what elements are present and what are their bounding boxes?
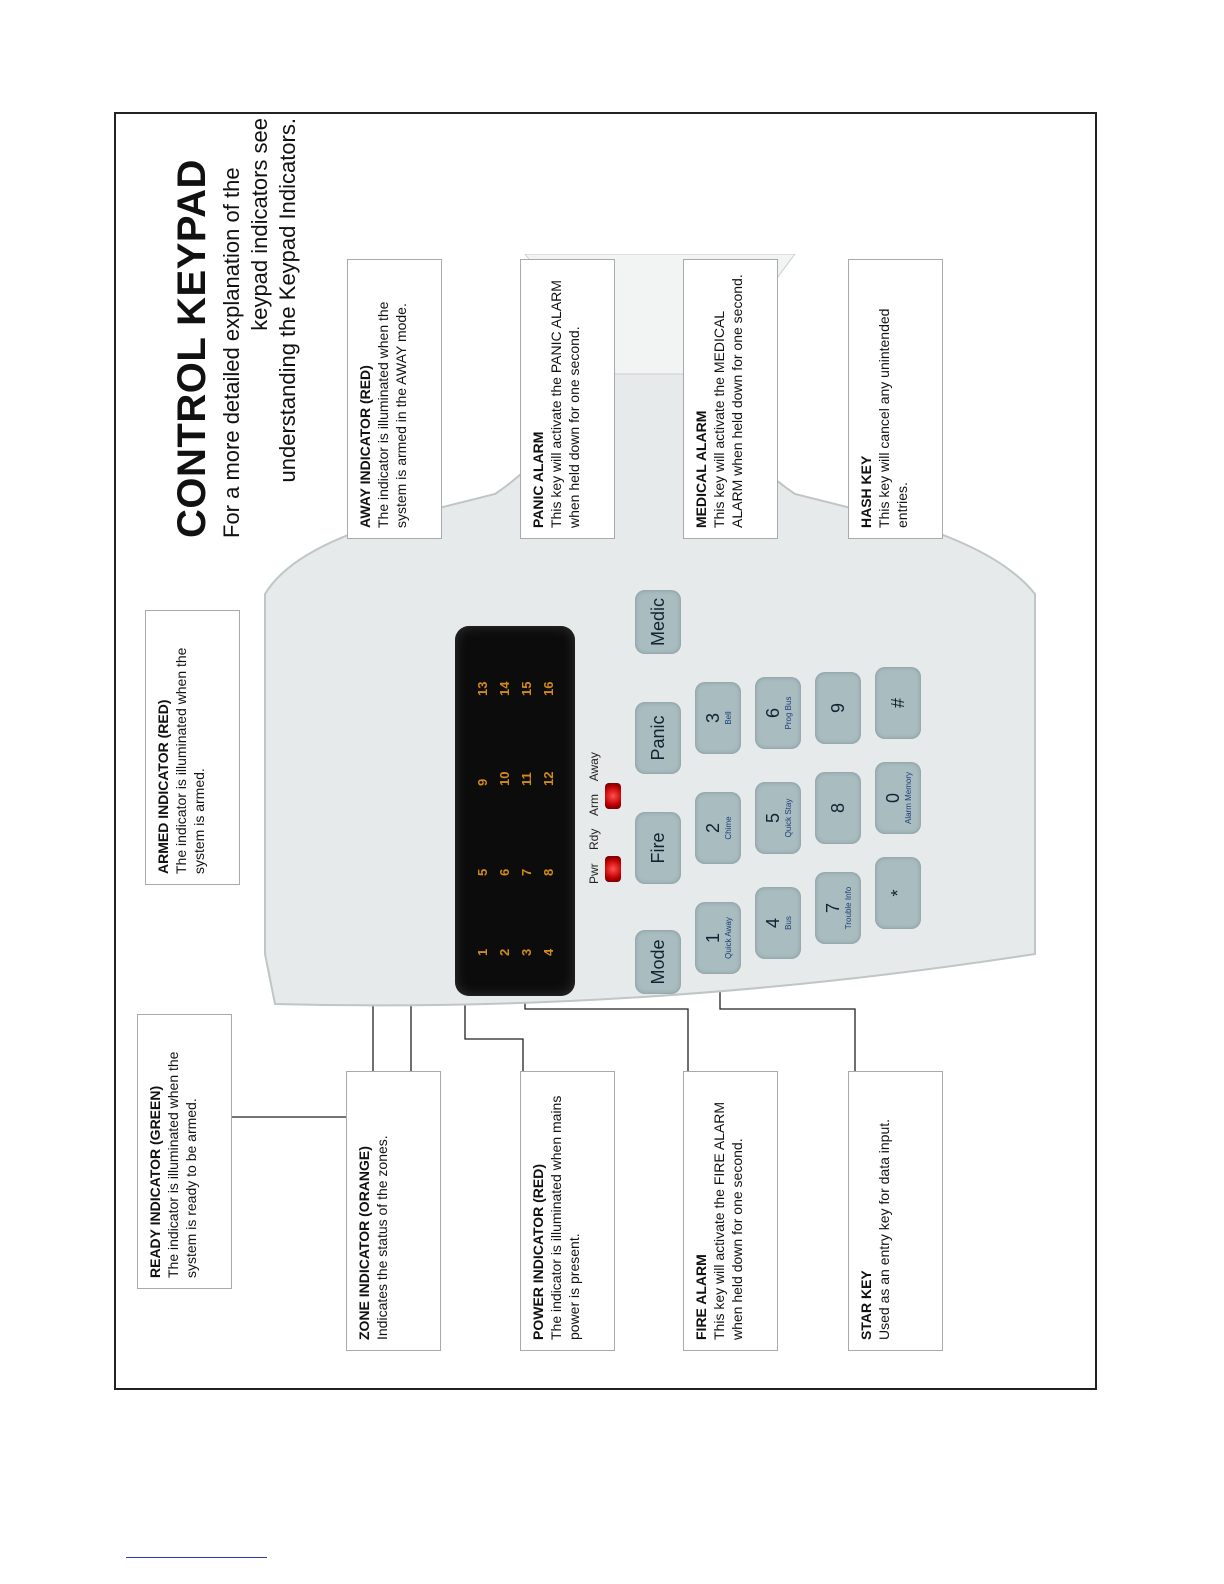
hash-key[interactable] <box>875 667 921 739</box>
callout-star-desc: Used as an entry key for data input. <box>876 1118 892 1340</box>
zone-9: 9 <box>475 778 490 786</box>
panic-key[interactable] <box>635 702 681 774</box>
callout-zone-desc: Indicates the status of the zones. <box>374 1135 390 1340</box>
zone-16: 16 <box>541 681 556 696</box>
callout-hash-desc: This key will cancel any unintended entries. <box>876 308 910 528</box>
indicator-label-pwr: Pwr <box>587 863 601 884</box>
callout-fire-desc: This key will activate the FIRE ALARM when held down for one second. <box>711 1101 745 1340</box>
star-key[interactable] <box>875 857 921 929</box>
panic-key-label: Panic <box>647 715 668 761</box>
callout-medical-desc: This key will activate the MEDICAL ALARM when held down for one second. <box>711 274 745 528</box>
key-0[interactable] <box>875 762 921 834</box>
indicator-label-rdy: Rdy <box>587 828 601 850</box>
callout-away-desc: The indicator is illuminated when the system is armed in the AWAY mode. <box>375 301 409 528</box>
rotated-content <box>115 113 1096 1389</box>
key-9-label: 9 <box>827 703 848 714</box>
callout-star <box>848 1071 943 1351</box>
callout-power <box>520 1071 615 1351</box>
callout-medical-title: MEDICAL ALARM <box>693 410 709 528</box>
key-4[interactable] <box>755 887 801 959</box>
key-5-label: 5 <box>763 813 783 824</box>
key-9[interactable] <box>815 672 861 744</box>
callout-armed-title: ARMED INDICATOR (RED) <box>155 699 171 874</box>
key-8-label: 8 <box>827 803 848 814</box>
callout-zone-title: ZONE INDICATOR (ORANGE) <box>356 1146 372 1340</box>
star-key-label: * <box>887 889 908 897</box>
indicator-label-arm: Arm <box>587 793 601 816</box>
key-6-label: 6 <box>763 708 783 719</box>
mode-key-label: Mode <box>647 939 668 985</box>
key-6[interactable] <box>755 677 801 749</box>
armed-led <box>605 783 621 809</box>
power-led <box>605 856 621 882</box>
key-4-label: 4 <box>763 918 783 929</box>
zone-11: 11 <box>519 772 534 786</box>
subtitle-line-3: understanding the Keypad Indicators. <box>275 118 300 483</box>
key-0-sub: Alarm Memory <box>904 772 913 825</box>
zone-grid <box>475 656 565 956</box>
key-6-sub: Prog Bus <box>784 696 793 730</box>
callout-armed-desc: The indicator is illuminated when the system is armed. <box>173 647 207 874</box>
subtitle-line-1: For a more detailed explanation of the <box>219 167 244 538</box>
key-2[interactable] <box>695 792 741 864</box>
callout-ready <box>137 1014 232 1289</box>
callout-hash-title: HASH KEY <box>858 455 874 528</box>
key-5[interactable] <box>755 782 801 854</box>
zone-1: 1 <box>475 948 490 956</box>
key-7[interactable] <box>815 872 861 944</box>
callout-ready-title: READY INDICATOR (GREEN) <box>147 1085 163 1278</box>
callout-panic-title: PANIC ALARM <box>530 431 546 528</box>
indicator-labels <box>587 742 601 884</box>
key-7-label: 7 <box>823 903 843 914</box>
zone-3: 3 <box>519 948 534 956</box>
zone-6: 6 <box>497 868 512 876</box>
zone-13: 13 <box>475 681 490 696</box>
callout-star-title: STAR KEY <box>858 1270 874 1340</box>
callout-fire <box>683 1071 778 1351</box>
key-2-label: 2 <box>703 823 723 834</box>
key-1-sub: Quick Away <box>724 917 733 959</box>
indicator-label-away: Away <box>587 752 601 782</box>
hash-key-label: # <box>887 698 908 709</box>
callout-ready-desc: The indicator is illuminated when the system is ready to be armed. <box>165 1051 199 1278</box>
fire-key[interactable] <box>635 812 681 884</box>
key-1[interactable] <box>695 902 741 974</box>
page-title: CONTROL KEYPAD <box>170 159 214 538</box>
key-3[interactable] <box>695 682 741 754</box>
zone-8: 8 <box>541 868 556 876</box>
key-3-label: 3 <box>703 713 723 724</box>
key-2-sub: Chime <box>724 816 733 840</box>
content-canvas <box>115 113 1096 1389</box>
callout-panic <box>520 259 615 539</box>
key-8[interactable] <box>815 772 861 844</box>
zone-4: 4 <box>541 948 556 956</box>
callout-panic-desc: This key will activate the PANIC ALARM when held down for one second. <box>548 280 582 528</box>
zone-display <box>455 626 575 996</box>
key-0-label: 0 <box>883 793 903 804</box>
callout-armed <box>145 610 240 885</box>
fire-key-label: Fire <box>647 832 668 864</box>
medic-key-label: Medic <box>647 598 668 647</box>
key-5-sub: Quick Stay <box>784 798 793 838</box>
footnote-rule <box>126 1557 267 1558</box>
zone-5: 5 <box>475 868 490 876</box>
key-4-sub: Bus <box>784 916 793 930</box>
zone-14: 14 <box>497 681 512 696</box>
callout-medical <box>683 259 778 539</box>
zone-10: 10 <box>497 771 512 786</box>
zone-7: 7 <box>519 868 534 876</box>
callout-away-title: AWAY INDICATOR (RED) <box>357 365 373 528</box>
zone-12: 12 <box>541 771 556 786</box>
subtitle-line-2: keypad indicators see <box>247 118 272 331</box>
key-1-label: 1 <box>703 933 723 944</box>
callout-away <box>347 259 442 539</box>
callout-zone <box>346 1071 441 1351</box>
callout-power-title: POWER INDICATOR (RED) <box>530 1163 546 1340</box>
callout-hash <box>848 259 943 539</box>
medic-key[interactable] <box>635 590 681 654</box>
zone-2: 2 <box>497 948 512 956</box>
zone-15: 15 <box>519 681 534 696</box>
key-3-sub: Bell <box>724 711 733 725</box>
callout-fire-title: FIRE ALARM <box>693 1254 709 1340</box>
key-7-sub: Trouble Info <box>844 886 853 930</box>
callout-power-desc: The indicator is illuminated when mains power is present. <box>548 1095 582 1340</box>
mode-key[interactable] <box>635 930 681 994</box>
